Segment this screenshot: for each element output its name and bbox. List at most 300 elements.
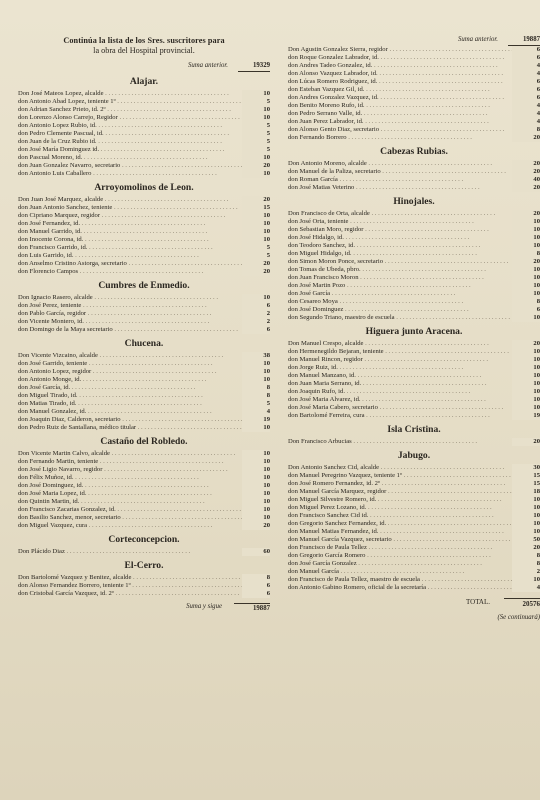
subscription-amount: 30 bbox=[512, 464, 540, 472]
subscriber-name: don Andres Tadeo Gonzalez, id. . . . bbox=[288, 62, 498, 70]
subscriber-name: don Francisco Garrido, id. . . . bbox=[18, 244, 213, 252]
subscriber-name: don Antonio Luis Caballero . . . bbox=[18, 170, 217, 178]
continued-note: (Se continuará) bbox=[497, 614, 540, 621]
subscription-amount: 5 bbox=[242, 244, 270, 252]
subscription-amount: 20 bbox=[512, 340, 540, 348]
subscriber-name: don Manuel Gonzalez, id. . . . bbox=[18, 408, 212, 416]
subscriber-name: don Miguel Silvestre Romero, id. . . . bbox=[288, 496, 502, 504]
subscriber-row bbox=[18, 138, 270, 146]
subscription-amount: 10 bbox=[242, 90, 270, 98]
subscription-amount: 2 bbox=[242, 310, 270, 318]
subscription-amount: 5 bbox=[242, 98, 270, 106]
left-footer-value: 19887 bbox=[234, 603, 270, 613]
subscriber-name: don Roman García . . . bbox=[288, 176, 463, 184]
page-title-line1: Continúa la lista de los Sres. suscritores para bbox=[63, 36, 225, 45]
subscriber-name: don Andres Gonzalez Vazquez, id. . . . bbox=[288, 94, 504, 102]
right-column bbox=[288, 36, 540, 622]
subscriber-name: don Antonio Monge, id. . . . bbox=[18, 376, 206, 384]
subscriber-row bbox=[18, 154, 270, 162]
subscriber-name: don Manuel Garrido, id. . . . bbox=[18, 228, 207, 236]
subscriber-name: don José Orta, teniente . . . bbox=[288, 218, 474, 226]
subscription-amount: 10 bbox=[242, 482, 270, 490]
subscriber-row bbox=[288, 488, 540, 496]
subscription-amount: 10 bbox=[242, 236, 270, 244]
subscriber-name: don Alonso Gento Diaz, secretario . . . bbox=[288, 126, 504, 134]
subscriber-name: don José Dominguez, id. . . . bbox=[18, 482, 209, 490]
subscriber-row bbox=[288, 266, 540, 274]
subscriber-name: Don Antonio Sanchez Cid, alcalde . . . bbox=[288, 464, 504, 472]
subscription-amount: 20 bbox=[512, 184, 540, 192]
subscription-amount: 10 bbox=[242, 424, 270, 432]
left-column bbox=[18, 36, 270, 613]
subscriber-row bbox=[288, 118, 540, 126]
subscriber-row bbox=[288, 184, 540, 192]
subscriber-name: don Manuel de la Paliza, secretario . . . bbox=[288, 168, 506, 176]
subscription-amount: 10 bbox=[242, 154, 270, 162]
subscriber-name: Don Francisco Arbucias . . . bbox=[288, 438, 477, 446]
subscriber-row bbox=[18, 98, 270, 106]
subscription-amount: 10 bbox=[242, 368, 270, 376]
subscriber-row bbox=[18, 498, 270, 506]
left-footer-sum bbox=[18, 603, 270, 613]
subscriber-row bbox=[288, 480, 540, 488]
subscriber-row bbox=[18, 392, 270, 400]
subscriber-name: don Juan Francisco Moron . . . bbox=[288, 274, 484, 282]
subscription-amount: 8 bbox=[512, 560, 540, 568]
subscriber-name: don José Garrido, teniente . . . bbox=[18, 360, 213, 368]
subscriber-name: don Manuel Manzano, id. . . . bbox=[288, 372, 481, 380]
subscriber-row bbox=[18, 236, 270, 244]
grand-total bbox=[288, 598, 540, 608]
right-previous-sum-value: 19887 bbox=[508, 36, 540, 46]
subscription-amount: 19 bbox=[242, 416, 270, 424]
subscription-amount: 4 bbox=[512, 584, 540, 592]
subscription-amount: 20 bbox=[242, 260, 270, 268]
subscriber-name: don José Matias Veterino . . . bbox=[288, 184, 480, 192]
subscriber-row bbox=[18, 384, 270, 392]
subscriber-row bbox=[288, 552, 540, 560]
subscriber-name: don José María Dominguez id. . . . bbox=[18, 146, 224, 154]
subscriber-row bbox=[18, 294, 270, 302]
subscriber-name: don Miguel Vazquez, cura . . . bbox=[18, 522, 212, 530]
subscription-amount: 4 bbox=[242, 408, 270, 416]
subscriber-row bbox=[288, 282, 540, 290]
subscriber-name: don Pedro Clemente Pascual, id. . . . bbox=[18, 130, 229, 138]
subscription-amount: 6 bbox=[512, 78, 540, 86]
subscription-amount: 38 bbox=[242, 352, 270, 360]
subscriber-row bbox=[288, 536, 540, 544]
subscriber-row bbox=[18, 130, 270, 138]
subscription-amount: 10 bbox=[512, 520, 540, 528]
town-heading: Isla Cristina. bbox=[387, 424, 441, 435]
subscription-amount: 6 bbox=[242, 326, 270, 334]
subscriber-name: don Alonso Fernandez Borrero, teniente 1º . . . bbox=[18, 582, 242, 590]
left-previous-sum-value: 19329 bbox=[238, 62, 270, 72]
subscription-amount: 10 bbox=[512, 364, 540, 372]
subscriber-name: don Francisco Zacarias Gonzalez, id. . . . bbox=[18, 506, 241, 514]
subscriber-name: don Lúcas Romero Rodriguez, id. . . . bbox=[288, 78, 503, 86]
subscription-amount: 10 bbox=[512, 290, 540, 298]
subscription-amount: 8 bbox=[512, 250, 540, 258]
subscriber-row bbox=[288, 520, 540, 528]
subscriber-row bbox=[18, 376, 270, 384]
subscription-amount: 8 bbox=[512, 298, 540, 306]
subscriber-name: don Francisco Sanchez Cid id. . . . bbox=[288, 512, 494, 520]
subscription-amount: 10 bbox=[242, 294, 270, 302]
subscriber-name: don Gregorio Sanchez Fernandez, id. . . . bbox=[288, 520, 511, 528]
subscriber-row bbox=[288, 46, 540, 54]
subscriber-row bbox=[288, 348, 540, 356]
subscriber-name: don Pascual Moreno, id. . . . bbox=[18, 154, 208, 162]
subscriber-row bbox=[288, 134, 540, 142]
page-title-line2: la obra del Hospital provincial. bbox=[93, 46, 195, 55]
subscriber-name: don Miguel Hidalgo, id. . . . bbox=[288, 250, 477, 258]
town-heading: El-Cerro. bbox=[124, 560, 164, 571]
town-heading: Castaño del Robledo. bbox=[100, 436, 188, 447]
town-heading: Arroyomolinos de Leon. bbox=[94, 182, 194, 193]
town-heading: Cabezas Rubias. bbox=[380, 146, 448, 157]
subscription-amount: 6 bbox=[512, 54, 540, 62]
subscriber-row bbox=[288, 168, 540, 176]
subscription-amount: 10 bbox=[242, 228, 270, 236]
subscriber-row bbox=[288, 356, 540, 364]
subscriber-name: don Gregorio García Romero . . . bbox=[288, 552, 491, 560]
subscription-amount: 6 bbox=[242, 302, 270, 310]
subscriber-row bbox=[288, 306, 540, 314]
subscriber-name: don José García Gonzalez . . . bbox=[288, 560, 482, 568]
subscription-amount: 10 bbox=[512, 226, 540, 234]
subscription-amount: 10 bbox=[242, 170, 270, 178]
subscriber-row bbox=[288, 412, 540, 420]
subscriber-name: Don José Mateos Lopez, alcalde . . . bbox=[18, 90, 229, 98]
subscriber-row bbox=[18, 146, 270, 154]
subscriber-name: don Manuel Matias Fernandez, id. . . . bbox=[288, 528, 504, 536]
subscriber-name: don Manuel García Vazquez, secretario . . . bbox=[288, 536, 512, 544]
subscriber-name: don Vicente Montero, id. . . . bbox=[18, 318, 209, 326]
right-previous-sum bbox=[288, 36, 540, 46]
subscriber-row bbox=[18, 228, 270, 236]
subscription-amount: 20 bbox=[242, 268, 270, 276]
subscription-amount: 5 bbox=[242, 122, 270, 130]
town-heading: Corteconcepcion. bbox=[108, 534, 180, 545]
subscriber-row bbox=[288, 250, 540, 258]
subscription-amount: 8 bbox=[242, 392, 270, 400]
subscription-amount: 10 bbox=[242, 458, 270, 466]
subscriber-row bbox=[18, 268, 270, 276]
subscriber-name: don Fernando Martin, teniente . . . bbox=[18, 458, 224, 466]
subscriber-name: don Hermenegildo Bejaran, teniente . . . bbox=[288, 348, 509, 356]
subscription-amount: 10 bbox=[242, 106, 270, 114]
subscriber-row bbox=[18, 244, 270, 252]
subscriber-row bbox=[18, 416, 270, 424]
subscriber-row bbox=[288, 560, 540, 568]
subscriber-name: Don Vicente Martin Calvo, alcalde . . . bbox=[18, 450, 235, 458]
subscriber-row bbox=[288, 472, 540, 480]
subscription-amount: 15 bbox=[512, 472, 540, 480]
subscription-amount: 6 bbox=[242, 582, 270, 590]
subscriber-name: don José García, id. . . . bbox=[18, 384, 195, 392]
subscription-amount: 10 bbox=[512, 348, 540, 356]
subscription-amount: 10 bbox=[512, 372, 540, 380]
subscriber-name: don Fernando Borrero . . . bbox=[288, 134, 472, 142]
subscriber-name: don Joaquin Diaz, Calderon, secretario . . . bbox=[18, 416, 242, 424]
subscription-amount: 4 bbox=[512, 118, 540, 126]
subscriber-name: don Joaquin Rufo, id. . . . bbox=[288, 388, 470, 396]
subscription-amount: 4 bbox=[512, 102, 540, 110]
subscription-amount: 10 bbox=[512, 274, 540, 282]
subscription-amount: 19 bbox=[512, 412, 540, 420]
subscriber-row bbox=[288, 504, 540, 512]
subscriber-name: don Miguel Perez Lozano, id. . . . bbox=[288, 504, 492, 512]
subscriber-name: Don Plácido Diaz . . . bbox=[18, 548, 190, 556]
subscriber-row bbox=[288, 314, 540, 322]
subscriber-name: don Manuel Peregrino Vazquez, teniente 1º . . . bbox=[288, 472, 512, 480]
subscriber-row bbox=[18, 506, 270, 514]
subscriber-row bbox=[288, 78, 540, 86]
right-continued-rows bbox=[288, 46, 540, 142]
subscription-amount: 4 bbox=[512, 70, 540, 78]
subscriber-row bbox=[288, 528, 540, 536]
subscriber-row bbox=[18, 310, 270, 318]
subscriber-row bbox=[18, 326, 270, 334]
subscriber-row bbox=[288, 404, 540, 412]
subscriber-row bbox=[18, 574, 270, 582]
subscriber-name: don Benito Moreno Rufo, id. . . . bbox=[288, 102, 490, 110]
subscriber-row bbox=[18, 162, 270, 170]
subscriber-name: Don Francisco de Orta, alcalde . . . bbox=[288, 210, 495, 218]
subscriber-row bbox=[18, 582, 270, 590]
subscriber-name: don José Dominguez . . . bbox=[288, 306, 469, 314]
left-previous-sum-label: Suma anterior. bbox=[187, 62, 228, 69]
subscriber-name: don Basilio Sanchez, menor, secretario . . . bbox=[18, 514, 242, 522]
subscriber-row bbox=[288, 94, 540, 102]
subscriber-row bbox=[288, 380, 540, 388]
subscription-amount: 10 bbox=[242, 514, 270, 522]
subscriber-name: don Pedro Ruiz de Santallana, médico titular . . . bbox=[18, 424, 242, 432]
subscriber-row bbox=[18, 90, 270, 98]
subscription-amount: 20 bbox=[242, 522, 270, 530]
subscriber-row bbox=[18, 490, 270, 498]
subscription-amount: 20 bbox=[242, 162, 270, 170]
subscriber-row bbox=[18, 212, 270, 220]
subscriber-row bbox=[288, 576, 540, 584]
subscriber-name: don Sebastian Moro, regidor . . . bbox=[288, 226, 489, 234]
subscriber-row bbox=[18, 474, 270, 482]
subscription-amount: 10 bbox=[512, 282, 540, 290]
subscriber-name: don José Maria Cabero, secretario . . . bbox=[288, 404, 503, 412]
subscription-amount: 15 bbox=[512, 480, 540, 488]
subscriber-row bbox=[288, 110, 540, 118]
subscriber-name: don Adrian Sanchez Prieto, id. 2º . . . bbox=[18, 106, 231, 114]
subscriber-row bbox=[288, 102, 540, 110]
subscriber-row bbox=[18, 170, 270, 178]
subscriber-row bbox=[288, 544, 540, 552]
subscriber-row bbox=[18, 220, 270, 228]
subscriber-name: don Matias Tirado, id. . . . bbox=[18, 400, 202, 408]
subscriber-row bbox=[288, 372, 540, 380]
subscription-amount: 4 bbox=[512, 110, 540, 118]
subscriber-name: don Bartolomé Ferreira, cura . . . bbox=[288, 412, 490, 420]
subscriber-name: don Florencio Campos . . . bbox=[18, 268, 203, 276]
subscription-amount: 6 bbox=[512, 94, 540, 102]
subscriber-name: don Tomas de Ubeda, pbro. . . . bbox=[288, 266, 486, 274]
subscription-amount: 5 bbox=[242, 138, 270, 146]
subscriber-name: don Jorge Ruiz, id. . . . bbox=[288, 364, 463, 372]
subscriber-name: don Antonio Lopez Rubio, id. . . . bbox=[18, 122, 222, 130]
subscription-amount: 4 bbox=[512, 62, 540, 70]
subscriber-name: don Juan Maria Serrano, id. . . . bbox=[288, 380, 487, 388]
subscriber-name: don Juan de la Cruz Rubio id. . . . bbox=[18, 138, 222, 146]
subscription-amount: 8 bbox=[242, 384, 270, 392]
subscription-amount: 10 bbox=[242, 212, 270, 220]
subscriber-row bbox=[288, 54, 540, 62]
grand-total-label: TOTAL. bbox=[465, 598, 490, 606]
subscriber-name: don Juan Gonzalez Navarro, secretario . . . bbox=[18, 162, 242, 170]
subscription-amount: 10 bbox=[512, 404, 540, 412]
subscription-amount: 20 bbox=[512, 160, 540, 168]
subscriber-name: Don Ignacio Rasero, alcalde . . . bbox=[18, 294, 218, 302]
subscription-amount: 10 bbox=[512, 314, 540, 322]
subscription-amount: 8 bbox=[242, 574, 270, 582]
subscription-amount: 20 bbox=[512, 258, 540, 266]
subscriber-row bbox=[18, 352, 270, 360]
subscriber-row bbox=[288, 396, 540, 404]
subscriber-row bbox=[18, 252, 270, 260]
subscriber-name: don Félix Muñoz, id. . . . bbox=[18, 474, 199, 482]
subscription-amount: 10 bbox=[512, 504, 540, 512]
subscriber-row bbox=[18, 302, 270, 310]
subscriber-name: don Inocente Corona, id. . . . bbox=[18, 236, 209, 244]
subscription-amount: 10 bbox=[512, 528, 540, 536]
subscriber-name: Don Juan José Marquez, alcalde . . . bbox=[18, 196, 228, 204]
subscription-amount: 10 bbox=[512, 234, 540, 242]
subscriber-name: Don Antonio Moreno, alcalde . . . bbox=[288, 160, 492, 168]
subscriber-name: don José Maria Lopez, id. . . . bbox=[18, 490, 212, 498]
subscription-amount: 18 bbox=[512, 488, 540, 496]
subscriber-row bbox=[288, 388, 540, 396]
subscriber-name: Don Manuel Crespo, alcalde . . . bbox=[288, 340, 489, 348]
subscriber-name: don Antonio Lopez, regidor . . . bbox=[18, 368, 217, 376]
subscriber-name: don Juan Perez Labrador, id. . . . bbox=[288, 118, 489, 126]
subscriber-row bbox=[288, 298, 540, 306]
subscription-amount: 40 bbox=[512, 176, 540, 184]
subscription-amount: 20 bbox=[512, 168, 540, 176]
subscriber-row bbox=[288, 242, 540, 250]
left-previous-sum bbox=[18, 62, 270, 72]
subscriber-name: don José Romero Fernandez, id. 2º . . . bbox=[288, 480, 505, 488]
subscriber-row bbox=[288, 126, 540, 134]
town-heading: Alajar. bbox=[129, 76, 159, 87]
subscriber-name: don José Perez, teniente . . . bbox=[18, 302, 207, 310]
subscriber-row bbox=[288, 584, 540, 592]
subscription-amount: 20 bbox=[512, 210, 540, 218]
subscriber-name: don Segundo Triano, maestro de escuela . . . bbox=[288, 314, 512, 322]
left-footer-label: Suma y sigue bbox=[186, 603, 222, 610]
subscription-amount: 50 bbox=[512, 536, 540, 544]
subscription-amount: 6 bbox=[242, 590, 270, 598]
right-sections bbox=[288, 146, 540, 592]
subscription-amount: 20 bbox=[512, 438, 540, 446]
subscription-amount: 2 bbox=[242, 318, 270, 326]
subscription-amount: 5 bbox=[242, 252, 270, 260]
subscription-amount: 10 bbox=[512, 266, 540, 274]
subscriber-row bbox=[18, 106, 270, 114]
subscriber-name: don Esteban Vazquez Gil, id. . . . bbox=[288, 86, 490, 94]
subscriber-row bbox=[288, 464, 540, 472]
subscription-amount: 10 bbox=[512, 512, 540, 520]
subscription-amount: 10 bbox=[242, 506, 270, 514]
subscriber-name: don Pedro Serrano Valle, id. . . . bbox=[288, 110, 488, 118]
subscriber-name: don José Maria Alvarez, id. . . . bbox=[288, 396, 486, 404]
subscription-amount: 10 bbox=[512, 576, 540, 584]
town-heading: Cumbres de Enmedio. bbox=[98, 280, 190, 291]
subscriber-row bbox=[18, 466, 270, 474]
subscription-amount: 10 bbox=[242, 466, 270, 474]
subscription-amount: 20 bbox=[512, 134, 540, 142]
subscription-amount: 20 bbox=[512, 544, 540, 552]
subscriber-name: don José Fernandez, id. . . . bbox=[18, 220, 205, 228]
grand-total-value: 20576 bbox=[504, 598, 540, 608]
subscriber-row bbox=[18, 408, 270, 416]
town-heading: Hinojales. bbox=[393, 196, 435, 207]
subscription-amount: 10 bbox=[512, 396, 540, 404]
subscriber-row bbox=[288, 274, 540, 282]
subscriber-row bbox=[18, 196, 270, 204]
subscription-amount: 5 bbox=[242, 130, 270, 138]
subscription-amount: 6 bbox=[512, 306, 540, 314]
subscriber-row bbox=[18, 114, 270, 122]
subscriber-name: don José Ligio Navarro, regidor . . . bbox=[18, 466, 228, 474]
subscriber-name: Don Bartolomé Vazquez y Benitez, alcalde . . . bbox=[18, 574, 242, 582]
subscription-amount: 10 bbox=[512, 356, 540, 364]
subscriber-row bbox=[18, 368, 270, 376]
subscriber-name: don Pablo García, regidor . . . bbox=[18, 310, 211, 318]
subscriber-row bbox=[288, 70, 540, 78]
subscription-amount: 10 bbox=[242, 360, 270, 368]
subscriber-row bbox=[18, 424, 270, 432]
subscriber-row bbox=[288, 290, 540, 298]
subscription-amount: 10 bbox=[512, 380, 540, 388]
subscriber-row bbox=[288, 176, 540, 184]
subscriber-row bbox=[18, 590, 270, 598]
subscriber-row bbox=[288, 512, 540, 520]
subscriber-name: don Juan Antonio Sanchez, teniente . . . bbox=[18, 204, 238, 212]
subscriber-name: don Lorenzo Alonso Carrejo, Regidor . . . bbox=[18, 114, 242, 122]
subscriber-row bbox=[288, 210, 540, 218]
subscriber-name: don Alonso Vazquez Labrador, id. . . . bbox=[288, 70, 503, 78]
subscription-amount: 5 bbox=[242, 400, 270, 408]
town-heading: Jabugo. bbox=[397, 450, 431, 461]
subscriber-name: don José Hidalgo, id. . . . bbox=[288, 234, 469, 242]
subscription-amount: 10 bbox=[512, 218, 540, 226]
left-sections bbox=[18, 76, 270, 598]
subscriber-row bbox=[288, 234, 540, 242]
subscriber-name: don José Martin Pozo . . . bbox=[288, 282, 471, 290]
subscriber-name: don Simon Moron Ponce, secretario . . . bbox=[288, 258, 508, 266]
subscription-amount: 10 bbox=[242, 498, 270, 506]
subscriber-name: Don Vicente Vizcaino, alcalde . . . bbox=[18, 352, 223, 360]
subscriber-name: don Miguel Tirado, id. . . . bbox=[18, 392, 203, 400]
subscriber-row bbox=[288, 160, 540, 168]
subscriber-row bbox=[288, 258, 540, 266]
subscriber-row bbox=[18, 204, 270, 212]
subscription-amount: 15 bbox=[242, 204, 270, 212]
subscriber-name: don Francisco de Paula Tellez, maestro de escuela . . . bbox=[288, 576, 512, 584]
subscriber-row bbox=[288, 438, 540, 446]
subscription-amount: 8 bbox=[512, 126, 540, 134]
subscriber-name: don Cristobal García Vazquez, id. 2º . . . bbox=[18, 590, 239, 598]
town-heading: Higuera junto Aracena. bbox=[365, 326, 463, 337]
